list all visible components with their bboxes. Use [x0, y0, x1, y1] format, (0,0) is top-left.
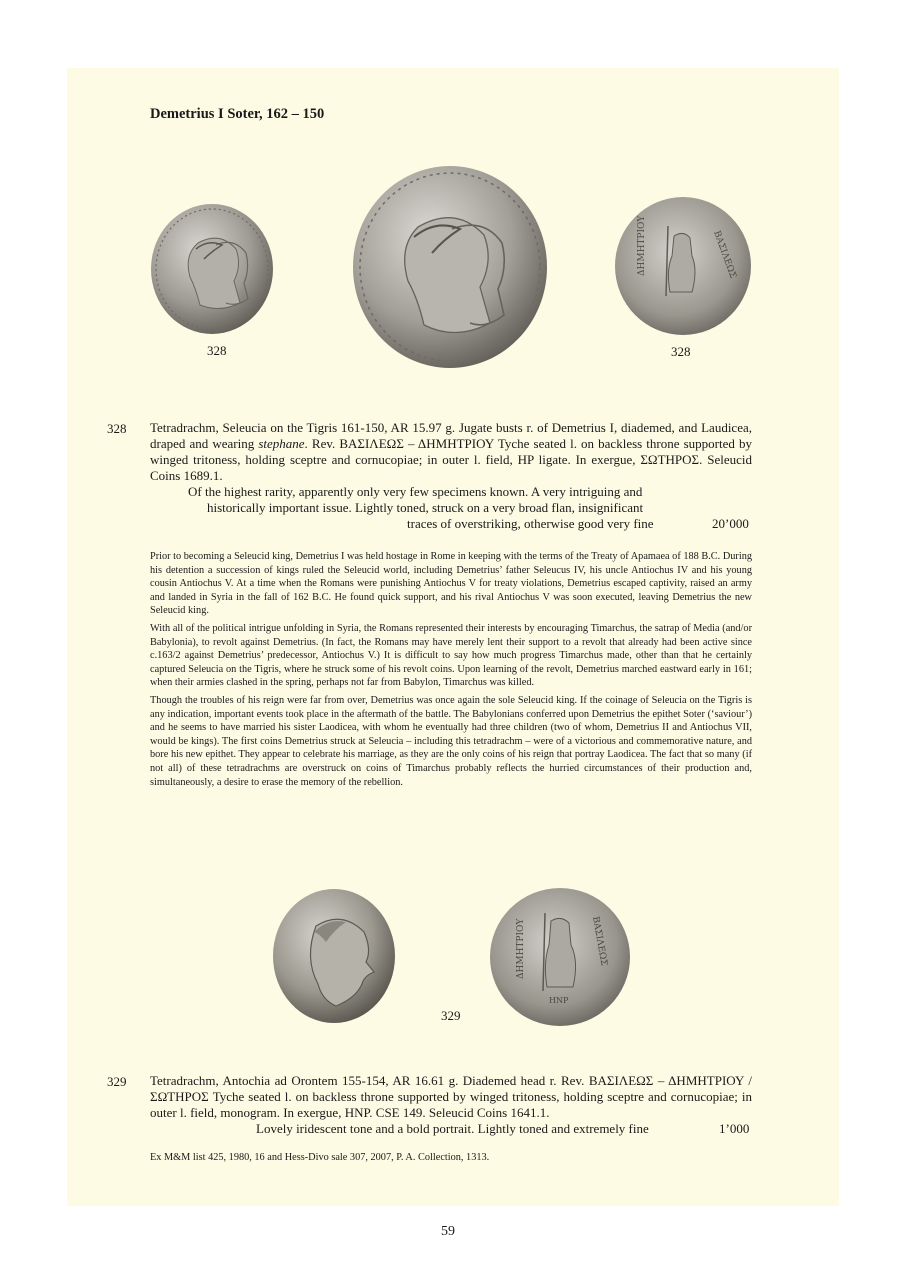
svg-text:HNP: HNP [549, 996, 569, 1005]
image-caption-328-right: 328 [671, 344, 691, 359]
grade-328-line-3: traces of overstriking, otherwise good very fine [407, 516, 654, 531]
price-328: 20’000 [712, 516, 749, 531]
coin-328-obverse-small [150, 203, 274, 335]
term-stephane: stephane [258, 436, 305, 451]
note-paragraph: Though the troubles of his reign were far from over, Demetrius was once again the sole Seleucid king. If the coinage of Seleucia on the Tigris is any indication, important events took place in the aftermath of the battle. The Babylonians conferred upon Demetrius the epithet Soter (‘saviour’) and he seems to have married his sister Laodicea, with whom he eventually had three children (two of whom, Demetrius II and Antiochus VII, would be kings). The first coins Demetrius struck at Seleucia – including this tetradrachm – were of a victorious and commemorative nature, and bore his new epithet. They appear to celebrate his marriage, as they are the only coins of his reign that portray Laodicea. The fact that so many (if not all) of these tetradrachms are overstruck on coins of Timarchus probably reflects the hurried circumstances of their production and, simultaneously, a desire to erase the memory of the rebellion. [150, 694, 752, 788]
grade-328-line-1: Of the highest rarity, apparently only very few specimens known. A very intriguing and [188, 484, 643, 499]
grade-329: Lovely iridescent tone and a bold portrait. Lightly toned and extremely fine [256, 1121, 649, 1136]
svg-text:ΔΗΜΗΤΡΙΟΥ: ΔΗΜΗΤΡΙΟΥ [637, 215, 647, 276]
lot-number-328: 328 [107, 421, 127, 436]
svg-text:ΒΑΣΙΛΕΩΣ: ΒΑΣΙΛΕΩΣ [590, 915, 609, 967]
image-caption-328-left: 328 [207, 343, 227, 358]
coin-329-obverse [272, 888, 396, 1024]
section-title: Demetrius I Soter, 162 – 150 [150, 106, 325, 122]
coin-328-obverse-large [352, 165, 548, 369]
note-paragraph: Prior to becoming a Seleucid king, Demetrius I was held hostage in Rome in keeping with the terms of the Treaty of Apamaea of 188 B.C. During his detention a succession of kings ruled the Seleucid world, including Demetrius’ father Seleucus IV, his uncle Antiochus IV and his young cousin Antiochus V. At a time when the Romans were punishing Antiochus V for treaty violations, Demetrius escaped captivity, raised an army and landed in Syria in the fall of 162 B.C. He found quick support, and his rival Antiochus V was soon executed, leaving Demetrius the new Seleucid king. [150, 551, 752, 617]
svg-text:ΔΗΜΗΤΡΙΟΥ: ΔΗΜΗΤΡΙΟΥ [516, 918, 526, 979]
image-caption-329: 329 [441, 1008, 461, 1023]
svg-text:ΒΑΣΙΛΕΩΣ: ΒΑΣΙΛΕΩΣ [711, 229, 738, 280]
lot-description-328: Tetradrachm, Seleucia on the Tigris 161-150, AR 15.97 g. Jugate busts r. of Demetrius I, diademed, and Laudicea, draped and wearing stephane. Rev. ΒΑΣΙΛΕΩΣ – ΔΗΜΗΤΡΙΟΥ Tyche seated l. on backless throne supported by winged tritoness, holding sceptre and cornucopiae; in outer l. field, HP ligate. In exergue, ΣΩΤΗΡΟΣ. Seleucid Coins 1689.1. [150, 420, 752, 483]
historical-notes-328 [150, 550, 752, 793]
coin-328-reverse [614, 196, 752, 336]
price-329: 1’000 [719, 1121, 750, 1136]
provenance-329: Ex M&M list 425, 1980, 16 and Hess-Divo sale 307, 2007, P. A. Collection, 1313. [150, 1152, 490, 1163]
lot-number-329: 329 [107, 1074, 127, 1089]
coin-329-reverse [489, 887, 631, 1027]
page-number: 59 [441, 1224, 455, 1239]
note-paragraph: With all of the political intrigue unfolding in Syria, the Romans represented their interests by encouraging Timarchus, the satrap of Media (and/or Babylonia), to revolt against Demetrius. (In fact, the Romans may have merely lent their support to a revolt that already had been active since c.163/2 against Demetrius’ predecessor, Antiochus V.) It is difficult to say how much progress Timarchus made, other than that he certainly captured Seleucia on the Tigris, where he struck some of his revolt coins. Upon learning of the revolt, Demetrius marched eastward early in 161; when their armies clashed in the spring, perhaps not far from Babylon, Timarchus was killed. [150, 622, 752, 689]
lot-description-329: Tetradrachm, Antochia ad Orontem 155-154, AR 16.61 g. Diademed head r. Rev. ΒΑΣΙΛΕΩΣ – ΔΗΜΗΤΡΙΟΥ / ΣΩΤΗΡΟΣ Tyche seated l. on backless throne supported by winged tritoness, holding sceptre and cornucopiae; in outer l. field, monogram. In exergue, HNP. CSE 149. Seleucid Coins 1641.1. [150, 1073, 752, 1120]
grade-328-line-2: historically important issue. Lightly toned, struck on a very broad flan, insignificant [207, 500, 644, 515]
